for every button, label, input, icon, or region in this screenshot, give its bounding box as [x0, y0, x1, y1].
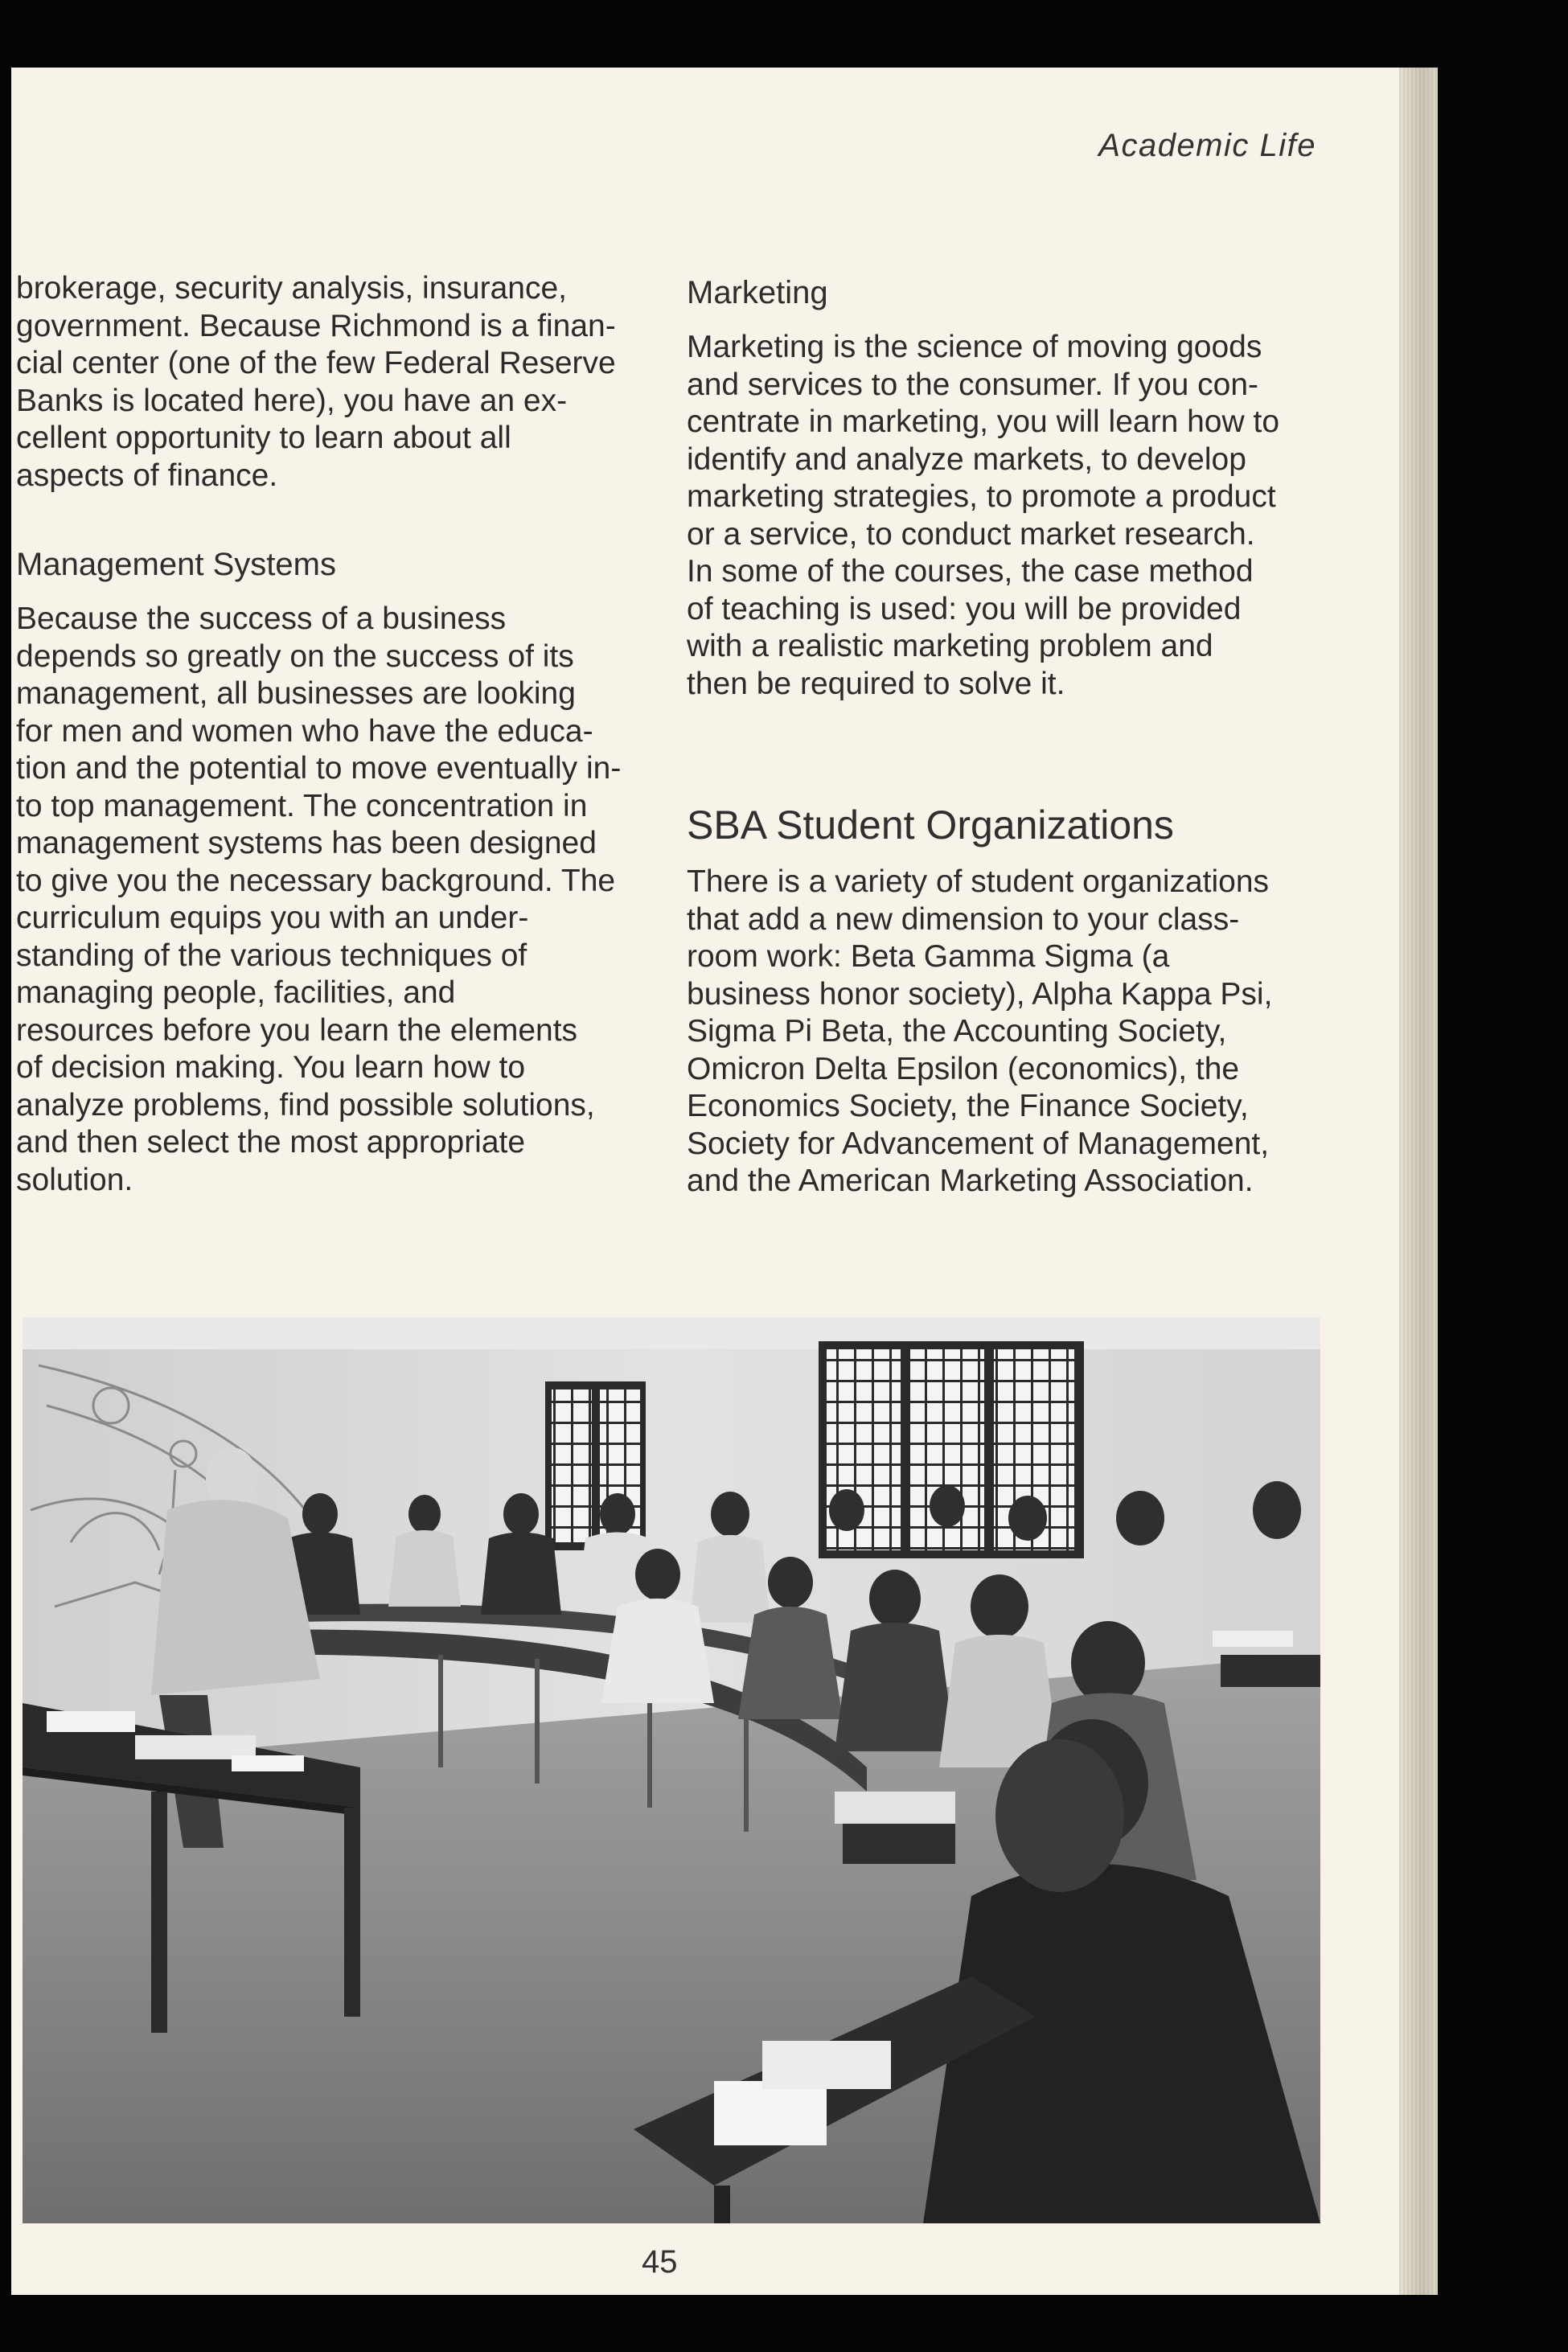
- classroom-photo: [23, 1317, 1320, 2223]
- finance-continued-paragraph: brokerage, security analysis, insurance, government. Because Richmond is a finan- cial center (one of the few Federal Reserve Banks is located here), you have an ex- cellent opportunity to learn about all aspects of finance.: [16, 271, 616, 493]
- left-column: [16, 270, 643, 1199]
- sba-organizations-heading: SBA Student Organizations: [687, 802, 1174, 848]
- management-systems-paragraph: Because the success of a business depends so greatly on the success of its management, all businesses are looking for men and women who have the educa- tion and the potential to move eventually in- to top management. The concentration in management systems has been designed to give you the necessary background. The curriculum equips you with an under- standing of the various techniques of managing people, facilities, and resources before you learn the elements of decision making. You learn how to analyze problems, find possible solutions, and then select the most appropriate solution.: [16, 601, 622, 1197]
- right-column: [687, 274, 1330, 1201]
- management-systems-heading: Management Systems: [16, 547, 336, 582]
- sba-organizations-paragraph: There is a variety of student organizations that add a new dimension to your class- room work: Beta Gamma Sigma (a business honor society), Alpha Kappa Psi, Sigma Pi Beta, the Accounting Society, Omicron Delta Epsilon (economics), the Economics Society, the Finance Society, Society for Advancement of Management, and the American Marketing Association.: [687, 864, 1273, 1198]
- marketing-paragraph: Marketing is the science of moving goods and services to the consumer. If you con- centrate in marketing, you will learn how to identify and analyze markets, to develop marketing strategies, to promote a product or a service, to conduct market research. In some of the courses, the case method of teaching is used: you will be provided with a realistic marketing problem and then be required to solve it.: [687, 330, 1280, 701]
- book-page: [11, 68, 1399, 2295]
- page-edge: [1399, 68, 1438, 2295]
- section-header: Academic Life: [1098, 128, 1316, 163]
- marketing-heading: Marketing: [687, 275, 828, 310]
- page-number: 45: [642, 2244, 678, 2280]
